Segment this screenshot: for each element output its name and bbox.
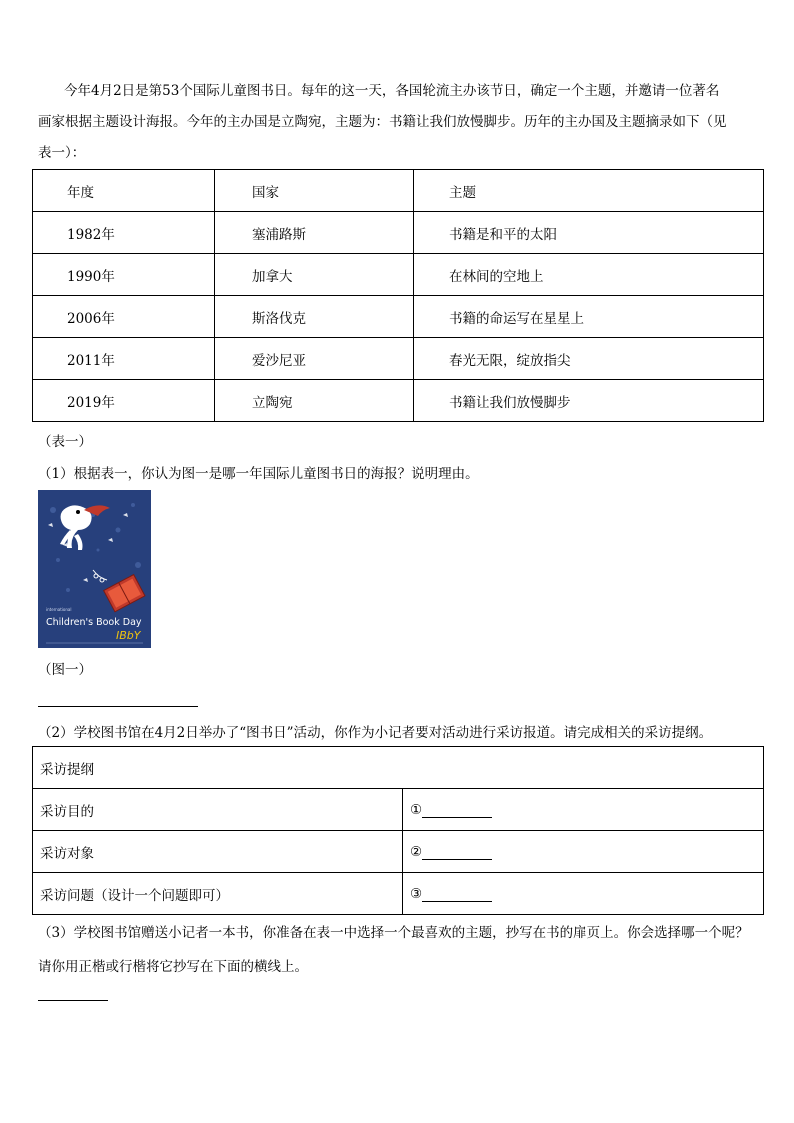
outline-label: 采访对象 — [33, 831, 403, 873]
outline-answer-cell[interactable] — [403, 873, 764, 915]
header-theme: 主题 — [414, 170, 764, 212]
answer-marker: ③ — [410, 885, 423, 902]
cell-country: 加拿大 — [215, 254, 414, 296]
cell-year: 1982年 — [33, 212, 215, 254]
cell-country: 斯洛伐克 — [215, 296, 414, 338]
outline-answer-cell[interactable] — [403, 831, 764, 873]
table1-caption: （表一） — [38, 434, 92, 450]
table-row — [33, 254, 764, 296]
answer-line-q3[interactable] — [38, 1000, 108, 1001]
table-row — [33, 873, 764, 915]
header-year: 年度 — [33, 170, 215, 212]
cell-theme: 书籍的命运写在星星上 — [414, 296, 764, 338]
intro-line-3: 表一）： — [38, 145, 86, 161]
cell-year: 2006年 — [33, 296, 215, 338]
outline-title: 采访提纲 — [33, 747, 764, 789]
cell-theme: 书籍让我们放慢脚步 — [414, 380, 764, 422]
answer-marker: ① — [410, 801, 423, 818]
question-3-line-2: 请你用正楷或行楷将它抄写在下面的横线上。 — [38, 959, 308, 975]
intro-line-1: 今年4月2日是第53个国际儿童图书日。每年的这一天，各国轮流主办该节日，确定一个主题，并邀请一位著名 — [64, 83, 720, 99]
answer-line-q1[interactable] — [38, 706, 198, 707]
header-country: 国家 — [215, 170, 414, 212]
poster-illustration — [38, 490, 151, 648]
outline-label: 采访目的 — [33, 789, 403, 831]
table-title-row — [33, 747, 764, 789]
outline-label: 采访问题（设计一个问题即可） — [33, 873, 403, 915]
cell-country: 爱沙尼亚 — [215, 338, 414, 380]
poster-logo: IBbY — [116, 629, 141, 642]
outline-answer-cell[interactable] — [403, 789, 764, 831]
question-1: （1）根据表一，你认为图一是哪一年国际儿童图书日的海报？说明理由。 — [38, 466, 479, 482]
table-row — [33, 831, 764, 873]
theme-table — [32, 169, 764, 422]
poster-image — [38, 490, 151, 648]
intro-paragraph — [38, 76, 764, 169]
interview-outline-table — [32, 746, 764, 915]
cell-theme: 在林间的空地上 — [414, 254, 764, 296]
answer-marker: ② — [410, 843, 423, 860]
cell-theme: 春光无限，绽放指尖 — [414, 338, 764, 380]
cell-theme: 书籍是和平的太阳 — [414, 212, 764, 254]
table-row — [33, 212, 764, 254]
cell-country: 塞浦路斯 — [215, 212, 414, 254]
table-row — [33, 338, 764, 380]
answer-blank-3[interactable] — [422, 887, 492, 902]
table-row — [33, 380, 764, 422]
question-3-line-1: （3）学校图书馆赠送小记者一本书，你准备在表一中选择一个最喜欢的主题，抄写在书的扉页上。你会选择哪一个呢？ — [38, 925, 749, 941]
cell-year: 2019年 — [33, 380, 215, 422]
table-row — [33, 789, 764, 831]
cell-country: 立陶宛 — [215, 380, 414, 422]
poster-small-text: international — [46, 607, 72, 612]
table-row — [33, 296, 764, 338]
figure1-caption: （图一） — [38, 662, 92, 678]
question-2: （2）学校图书馆在4月2日举办了“图书日”活动，你作为小记者要对活动进行采访报道。请完成相关的采访提纲。 — [38, 725, 713, 741]
table-header-row — [33, 170, 764, 212]
cell-year: 2011年 — [33, 338, 215, 380]
answer-blank-1[interactable] — [422, 803, 492, 818]
poster-title: Children's Book Day — [46, 617, 142, 628]
cell-year: 1990年 — [33, 254, 215, 296]
intro-line-2: 画家根据主题设计海报。今年的主办国是立陶宛，主题为：书籍让我们放慢脚步。历年的主办国及主题摘录如下（见 — [38, 114, 727, 130]
answer-blank-2[interactable] — [422, 845, 492, 860]
